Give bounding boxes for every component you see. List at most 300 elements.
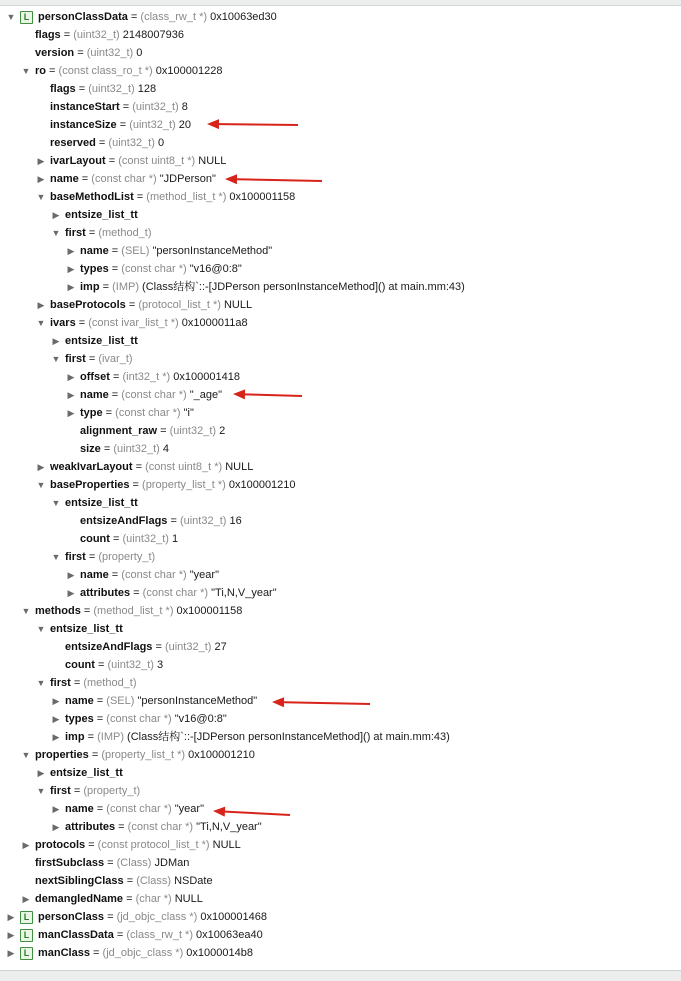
disclosure-expanded-icon[interactable]: ▼: [51, 498, 61, 508]
equals-sign: =: [132, 461, 146, 473]
tree-row-text: [38, 8, 277, 26]
disclosure-collapsed-icon[interactable]: ▶: [67, 264, 75, 274]
disclosure-expanded-icon[interactable]: ▼: [21, 66, 31, 76]
tree-row[interactable]: [0, 296, 681, 314]
equals-sign: =: [85, 551, 99, 563]
disclosure-collapsed-icon[interactable]: ▶: [52, 804, 60, 814]
equals-sign: =: [94, 659, 108, 671]
variable-type: (const uint8_t *): [118, 155, 196, 167]
variable-type: (IMP): [112, 281, 139, 293]
equals-sign: =: [70, 677, 84, 689]
variable-type: (Class): [116, 857, 152, 869]
variable-type: (property_list_t *): [101, 749, 186, 761]
tree-row[interactable]: [0, 458, 681, 476]
tree-row[interactable]: [0, 638, 681, 656]
variable-type: (const char *): [121, 569, 187, 581]
variable-name: baseProperties: [50, 479, 130, 491]
tree-row[interactable]: [0, 512, 681, 530]
local-variable-icon: L: [20, 11, 33, 24]
variable-name: types: [80, 263, 109, 275]
tree-row[interactable]: [0, 656, 681, 674]
variable-type: (uint32_t): [129, 119, 176, 131]
variable-type: (uint32_t): [179, 515, 227, 527]
variable-name: first: [65, 227, 86, 239]
equals-sign: =: [85, 227, 99, 239]
variable-value: (Class结构`::-[JDPerson personInstanceMethod]() at main.mm:43): [139, 281, 465, 293]
tree-row[interactable]: [0, 782, 681, 800]
disclosure-collapsed-icon[interactable]: ▶: [37, 462, 45, 472]
equals-sign: =: [115, 821, 128, 833]
tree-row[interactable]: [0, 908, 681, 926]
variable-value: 4: [159, 443, 170, 455]
variable-name: attributes: [65, 821, 116, 833]
tree-row-text: [38, 944, 253, 962]
variable-type: (const char *): [91, 173, 157, 185]
equals-sign: =: [167, 515, 180, 527]
tree-row[interactable]: [0, 224, 681, 242]
tree-row-text: [50, 476, 296, 494]
disclosure-collapsed-icon[interactable]: ▶: [67, 372, 75, 382]
variable-type: (const protocol_list_t *): [97, 839, 210, 851]
tree-row[interactable]: [0, 332, 681, 350]
equals-sign: =: [85, 839, 98, 851]
tree-row[interactable]: [0, 710, 681, 728]
local-variable-icon: L: [20, 947, 33, 960]
disclosure-collapsed-icon[interactable]: ▶: [52, 336, 60, 346]
tree-row[interactable]: [0, 98, 681, 116]
equals-sign: =: [157, 425, 170, 437]
equals-sign: =: [75, 83, 89, 95]
equals-sign: =: [93, 695, 107, 707]
variable-type: (const char *): [142, 587, 209, 599]
equals-sign: =: [123, 875, 137, 887]
tree-row[interactable]: [0, 44, 681, 62]
disclosure-collapsed-icon[interactable]: ▶: [7, 930, 15, 940]
local-variable-icon: L: [20, 929, 33, 942]
equals-sign: =: [109, 533, 123, 545]
tree-row-text: [80, 422, 225, 440]
variable-value: 0x1000011a8: [178, 317, 248, 329]
tree-row[interactable]: [0, 746, 681, 764]
variable-value: NULL: [209, 839, 241, 851]
disclosure-expanded-icon[interactable]: ▼: [6, 12, 16, 22]
variable-value: "Ti,N,V_year": [193, 821, 262, 833]
variable-name: offset: [80, 371, 110, 383]
variable-value: NULL: [171, 893, 203, 905]
disclosure-collapsed-icon[interactable]: ▶: [52, 822, 60, 832]
variable-type: (Class): [136, 875, 172, 887]
disclosure-collapsed-icon[interactable]: ▶: [67, 390, 75, 400]
variable-type: (method_t): [83, 677, 137, 689]
variable-name: nextSiblingClass: [35, 875, 124, 887]
tree-row[interactable]: [0, 440, 681, 458]
variable-value: (Class结构`::-[JDPerson personInstanceMethod]() at main.mm:43): [124, 731, 450, 743]
equals-sign: =: [78, 173, 92, 185]
tree-row[interactable]: [0, 170, 681, 188]
equals-sign: =: [95, 137, 109, 149]
variable-type: (uint32_t): [169, 425, 217, 437]
variable-name: properties: [35, 749, 89, 761]
equals-sign: =: [113, 929, 127, 941]
variable-value: 2: [216, 425, 226, 437]
disclosure-collapsed-icon[interactable]: ▶: [67, 282, 75, 292]
variable-type: (class_rw_t *): [126, 929, 193, 941]
variable-value: "year": [186, 569, 219, 581]
variable-type: (const uint8_t *): [145, 461, 223, 473]
variable-name: attributes: [80, 587, 131, 599]
tree-row[interactable]: [0, 692, 681, 710]
variable-name: flags: [35, 29, 61, 41]
variable-name: name: [65, 803, 94, 815]
tree-row[interactable]: [0, 584, 681, 602]
variable-type: (protocol_list_t *): [138, 299, 221, 311]
tree-row[interactable]: [0, 674, 681, 692]
equals-sign: =: [88, 749, 102, 761]
variable-value: "JDPerson": [156, 173, 216, 185]
disclosure-collapsed-icon[interactable]: ▶: [67, 570, 75, 580]
equals-sign: =: [108, 245, 122, 257]
variable-value: 0: [133, 47, 143, 59]
tree-row-text: [50, 314, 248, 332]
variable-name: baseMethodList: [50, 191, 134, 203]
variable-name: entsizeAndFlags: [80, 515, 168, 527]
tree-row-text: [50, 98, 188, 116]
variable-name: methods: [35, 605, 81, 617]
variable-value: 0x100001210: [185, 749, 255, 761]
tree-row-text: [35, 44, 142, 62]
variable-type: (const char *): [115, 407, 181, 419]
disclosure-expanded-icon[interactable]: ▼: [21, 606, 31, 616]
variable-type: (property_list_t *): [142, 479, 226, 491]
tree-row[interactable]: [0, 476, 681, 494]
tree-row-text: [38, 926, 263, 944]
variable-name: first: [65, 551, 86, 563]
variable-name: entsize_list_tt: [65, 335, 138, 347]
disclosure-expanded-icon[interactable]: ▼: [36, 318, 46, 328]
variable-name: size: [80, 443, 101, 455]
variable-value: 3: [153, 659, 164, 671]
tree-row[interactable]: [0, 422, 681, 440]
variable-name: type: [80, 407, 103, 419]
variable-type: (jd_objc_class *): [116, 911, 198, 923]
variable-type: (SEL): [121, 245, 150, 257]
tree-row[interactable]: [0, 944, 681, 962]
tree-row-text: [35, 854, 189, 872]
variable-name: name: [50, 173, 79, 185]
tree-row-text: [38, 908, 267, 926]
variable-value: "v16@0:8": [186, 263, 242, 275]
tree-row[interactable]: [0, 836, 681, 854]
equals-sign: =: [46, 65, 59, 77]
variable-type: (const char *): [121, 389, 187, 401]
variable-name: manClass: [38, 947, 90, 959]
equals-sign: =: [108, 569, 122, 581]
disclosure-collapsed-icon[interactable]: ▶: [67, 588, 75, 598]
equals-sign: =: [125, 299, 139, 311]
variable-value: 128: [134, 83, 157, 95]
variable-type: (uint32_t): [113, 443, 160, 455]
equals-sign: =: [60, 29, 74, 41]
equals-sign: =: [100, 443, 114, 455]
variable-type: (const ivar_list_t *): [88, 317, 179, 329]
variable-name: manClassData: [38, 929, 114, 941]
variable-value: 0x10063ea40: [193, 929, 263, 941]
variable-name: instanceStart: [50, 101, 120, 113]
disclosure-expanded-icon[interactable]: ▼: [51, 552, 61, 562]
variable-value: "_age": [186, 389, 223, 401]
tree-row[interactable]: [0, 62, 681, 80]
variable-value: "year": [171, 803, 204, 815]
variable-type: (const char *): [121, 263, 187, 275]
disclosure-collapsed-icon[interactable]: ▶: [7, 912, 15, 922]
variable-type: (char *): [135, 893, 172, 905]
tree-row-text: [65, 548, 155, 566]
tree-row-text: [35, 872, 213, 890]
tree-row-text: [50, 764, 123, 782]
disclosure-expanded-icon[interactable]: ▼: [36, 678, 46, 688]
equals-sign: =: [108, 389, 122, 401]
disclosure-collapsed-icon[interactable]: ▶: [67, 408, 75, 418]
tree-row-text: [80, 404, 194, 422]
disclosure-collapsed-icon[interactable]: ▶: [52, 696, 60, 706]
disclosure-expanded-icon[interactable]: ▼: [51, 354, 61, 364]
tree-row[interactable]: [0, 368, 681, 386]
tree-row-text: [65, 206, 138, 224]
disclosure-expanded-icon[interactable]: ▼: [36, 192, 46, 202]
equals-sign: =: [152, 641, 165, 653]
variable-name: count: [65, 659, 95, 671]
variable-value: 2148007936: [119, 29, 184, 41]
variable-name: first: [50, 677, 71, 689]
tree-row[interactable]: [0, 800, 681, 818]
variable-name: ivarLayout: [50, 155, 106, 167]
disclosure-collapsed-icon[interactable]: ▶: [22, 840, 30, 850]
disclosure-collapsed-icon[interactable]: ▶: [52, 732, 60, 742]
variable-name: baseProtocols: [50, 299, 126, 311]
tree-row[interactable]: [0, 206, 681, 224]
equals-sign: =: [80, 605, 94, 617]
variable-name: entsize_list_tt: [65, 209, 138, 221]
variable-value: NULL: [195, 155, 227, 167]
tree-row[interactable]: [0, 926, 681, 944]
equals-sign: =: [127, 11, 141, 23]
tree-row[interactable]: [0, 152, 681, 170]
variable-value: 0x100001158: [226, 191, 296, 203]
tree-row-text: [50, 170, 216, 188]
variable-value: 0x100001158: [173, 605, 243, 617]
equals-sign: =: [93, 803, 107, 815]
variable-name: weakIvarLayout: [50, 461, 133, 473]
variable-value: 20: [175, 119, 191, 131]
disclosure-expanded-icon[interactable]: ▼: [36, 480, 46, 490]
tree-row-text: [80, 440, 169, 458]
tree-row[interactable]: [0, 26, 681, 44]
tree-row-text: [35, 602, 242, 620]
tree-row-text: [35, 836, 241, 854]
disclosure-collapsed-icon[interactable]: ▶: [37, 300, 45, 310]
equals-sign: =: [129, 479, 143, 491]
variable-name: instanceSize: [50, 119, 117, 131]
variable-value: 8: [178, 101, 188, 113]
tree-row-text: [50, 674, 137, 692]
variable-value: "Ti,N,V_year": [208, 587, 277, 599]
tree-row[interactable]: [0, 242, 681, 260]
tree-row[interactable]: [0, 602, 681, 620]
equals-sign: =: [104, 911, 117, 923]
disclosure-collapsed-icon[interactable]: ▶: [67, 246, 75, 256]
tree-row-text: [35, 746, 255, 764]
equals-sign: =: [108, 263, 122, 275]
variable-name: flags: [50, 83, 76, 95]
tree-row-text: [80, 530, 178, 548]
variable-type: (ivar_t): [98, 353, 133, 365]
variable-name: imp: [80, 281, 100, 293]
variable-name: personClass: [38, 911, 105, 923]
tree-row-text: [65, 638, 227, 656]
variable-name: first: [65, 353, 86, 365]
variable-name: protocols: [35, 839, 86, 851]
tree-row[interactable]: [0, 854, 681, 872]
tree-row-text: [65, 332, 138, 350]
tree-row[interactable]: [0, 494, 681, 512]
variable-type: (property_t): [98, 551, 156, 563]
variable-value: 27: [211, 641, 227, 653]
tree-row[interactable]: [0, 728, 681, 746]
tree-row[interactable]: [0, 386, 681, 404]
variable-value: 0x100001468: [197, 911, 268, 923]
disclosure-collapsed-icon[interactable]: ▶: [7, 948, 15, 958]
tree-row-text: [35, 62, 222, 80]
tree-row-text: [50, 620, 123, 638]
equals-sign: =: [116, 119, 130, 131]
tree-row-text: [50, 458, 253, 476]
tree-row[interactable]: [0, 872, 681, 890]
tree-row[interactable]: [0, 8, 681, 26]
tree-row[interactable]: [0, 566, 681, 584]
disclosure-expanded-icon[interactable]: ▼: [36, 786, 46, 796]
tree-row[interactable]: [0, 134, 681, 152]
disclosure-collapsed-icon[interactable]: ▶: [37, 174, 45, 184]
variable-name: version: [35, 47, 75, 59]
variable-type: (const char *): [106, 713, 172, 725]
variable-name: demangledName: [35, 893, 124, 905]
tree-row-text: [50, 782, 140, 800]
equals-sign: =: [70, 785, 84, 797]
tree-row-text: [35, 890, 203, 908]
tree-row[interactable]: [0, 764, 681, 782]
tree-row[interactable]: [0, 278, 681, 296]
variable-value: 16: [226, 515, 242, 527]
variable-type: (uint32_t): [73, 29, 120, 41]
equals-sign: =: [99, 281, 113, 293]
disclosure-collapsed-icon[interactable]: ▶: [37, 768, 45, 778]
tree-row-text: [65, 224, 152, 242]
variable-name: ivars: [50, 317, 76, 329]
tree-row-text: [65, 692, 257, 710]
variable-name: types: [65, 713, 94, 725]
tree-row-text: [65, 350, 133, 368]
tree-row-text: [50, 134, 164, 152]
tree-row-text: [65, 800, 204, 818]
variable-value: NSDate: [171, 875, 213, 887]
variable-value: "v16@0:8": [171, 713, 227, 725]
variable-type: (SEL): [106, 695, 135, 707]
tree-row-text: [50, 188, 295, 206]
tree-row[interactable]: [0, 314, 681, 332]
tree-row[interactable]: [0, 890, 681, 908]
disclosure-collapsed-icon[interactable]: ▶: [52, 714, 60, 724]
variable-name: name: [80, 245, 109, 257]
variable-name: entsize_list_tt: [65, 497, 138, 509]
disclosure-collapsed-icon[interactable]: ▶: [22, 894, 30, 904]
tree-row-text: [50, 296, 252, 314]
tree-row[interactable]: [0, 260, 681, 278]
disclosure-collapsed-icon[interactable]: ▶: [37, 156, 45, 166]
disclosure-expanded-icon[interactable]: ▼: [21, 750, 31, 760]
variable-value: 0x100001210: [225, 479, 296, 491]
tree-row-text: [80, 386, 222, 404]
equals-sign: =: [133, 191, 147, 203]
variable-name: entsize_list_tt: [50, 623, 123, 635]
variable-name: imp: [65, 731, 85, 743]
variable-type: (uint32_t): [132, 101, 179, 113]
variable-value: "i": [180, 407, 194, 419]
tree-row[interactable]: [0, 116, 681, 134]
variable-value: "personInstanceMethod": [134, 695, 258, 707]
variable-name: reserved: [50, 137, 96, 149]
variable-type: (uint32_t): [108, 137, 155, 149]
tree-row-text: [80, 512, 242, 530]
top-toolbar-strip: [0, 0, 681, 6]
variable-value: 0x100001228: [152, 65, 223, 77]
bottom-status-strip: [0, 970, 681, 981]
disclosure-collapsed-icon[interactable]: ▶: [52, 210, 60, 220]
tree-row[interactable]: [0, 350, 681, 368]
tree-row-text: [65, 494, 138, 512]
tree-row[interactable]: [0, 620, 681, 638]
tree-row[interactable]: [0, 188, 681, 206]
equals-sign: =: [85, 353, 99, 365]
variable-value: NULL: [220, 299, 253, 311]
tree-row-text: [50, 80, 156, 98]
tree-row-text: [80, 368, 240, 386]
tree-row[interactable]: [0, 80, 681, 98]
equals-sign: =: [119, 101, 133, 113]
variable-name: name: [80, 389, 109, 401]
variable-value: 0x100001418: [170, 371, 240, 383]
variable-type: (class_rw_t *): [140, 11, 208, 23]
tree-row[interactable]: [0, 548, 681, 566]
tree-row-text: [80, 242, 272, 260]
variable-value: 0x1000014b8: [183, 947, 253, 959]
disclosure-expanded-icon[interactable]: ▼: [36, 624, 46, 634]
variable-type: (const char *): [127, 821, 194, 833]
tree-row[interactable]: [0, 818, 681, 836]
variable-value: JDMan: [151, 857, 190, 869]
tree-row[interactable]: [0, 530, 681, 548]
variable-type: (method_list_t *): [93, 605, 174, 617]
variable-value: "personInstanceMethod": [149, 245, 273, 257]
equals-sign: =: [105, 155, 119, 167]
equals-sign: =: [93, 713, 107, 725]
variable-name: alignment_raw: [80, 425, 158, 437]
variable-value: 0x10063ed30: [207, 11, 277, 23]
disclosure-expanded-icon[interactable]: ▼: [51, 228, 61, 238]
variable-type: (const char *): [106, 803, 172, 815]
variable-name: ro: [35, 65, 46, 77]
tree-row[interactable]: [0, 404, 681, 422]
equals-sign: =: [89, 947, 103, 959]
